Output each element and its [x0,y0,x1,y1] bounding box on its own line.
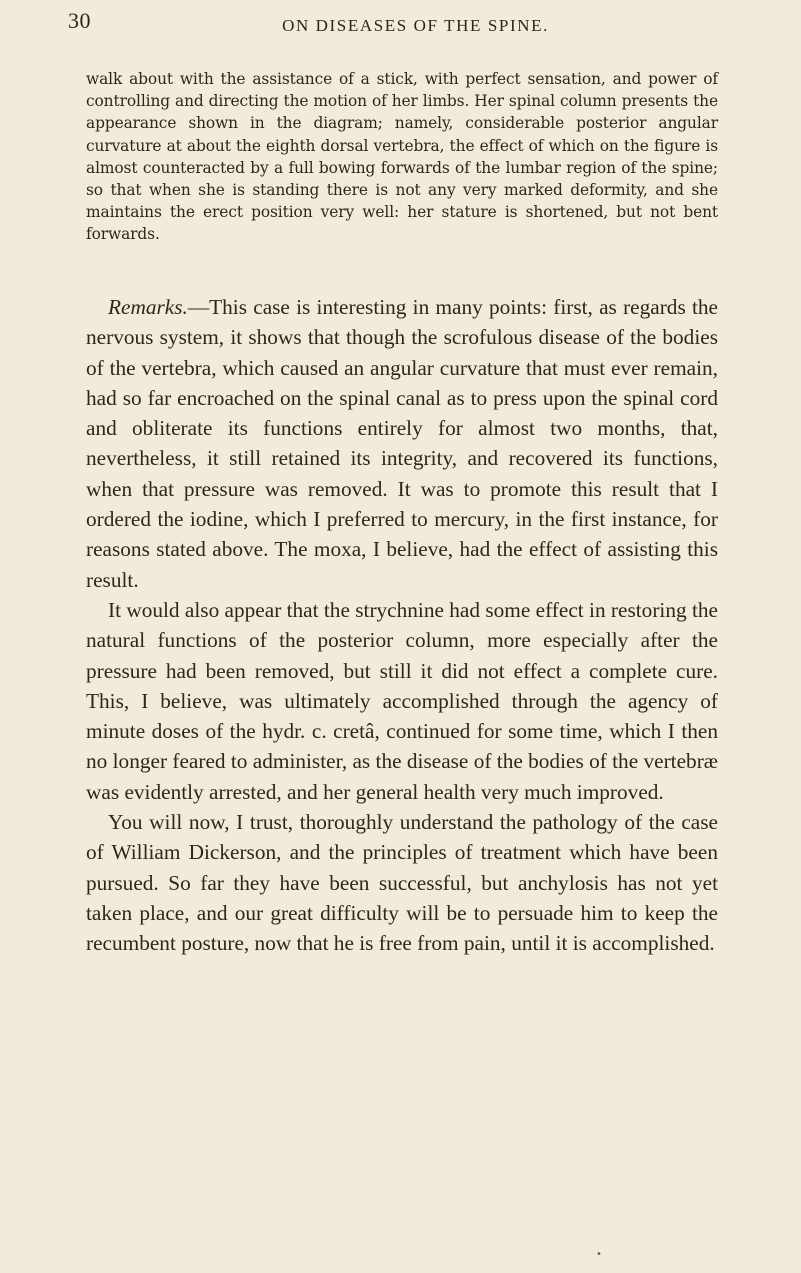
case-description-paragraph: walk about with the assistance of a stick, with perfect sensation, and power of controlling and directing the motion of her limbs. Her spinal column presents the appearance shown in the diagram; namely, considerable posterior angular curvature at about the eighth dorsal vertebra, the effect of which on the figure is almost counteracted by a full bowing forwards of the lumbar region of the spine; so that when she is standing there is not any very marked deformity, and she maintains the erect position very well: her stature is shortened, but not bent forwards. [86,70,718,244]
remarks-paragraph [86,292,718,595]
strychnine-paragraph: It would also appear that the strychnine had some effect in restoring the natural functions of the posterior column, more especially after the pressure had been removed, but still it did not effect a complete cure. This, I believe, was ultimately accomplished through the agency of minute doses of the hydr. c. cretâ, continued for some time, which I then no longer feared to administer, as the disease of the bodies of the vertebræ was evidently arrested, and her general health very much improved. [86,597,718,804]
footer-mark: • [596,1249,602,1260]
remarks-text: —This case is interesting in many points: first, as regards the nervous system, it shows that though the scrofulous disease of the bodies of the vertebra, which caused an angular curvature that must ever remain, had so far encroached on the spinal canal as to press upon the spinal cord and obliterate its functions entirely for almost two months, that, nevertheless, it still retained its integrity, and recovered its functions, when that pressure was removed. It was to promote this result that I ordered the iodine, which I preferred to mercury, in the first instance, for reasons stated above. The moxa, I believe, had the effect of assisting this result. [86,295,718,592]
closing-paragraph: You will now, I trust, thoroughly understand the pathology of the case of William Dickerson, and the principles of treatment which have been pursued. So far they have been successful, but anchylosis has not yet taken place, and our great difficulty will be to persuade him to keep the recumbent posture, now that he is free from pain, until it is accomplished. [86,810,718,956]
page-number: 30 [68,8,91,33]
main-text [86,292,718,959]
remarks-label: Remarks. [108,295,188,319]
running-title: ON DISEASES OF THE SPINE. [282,16,549,35]
